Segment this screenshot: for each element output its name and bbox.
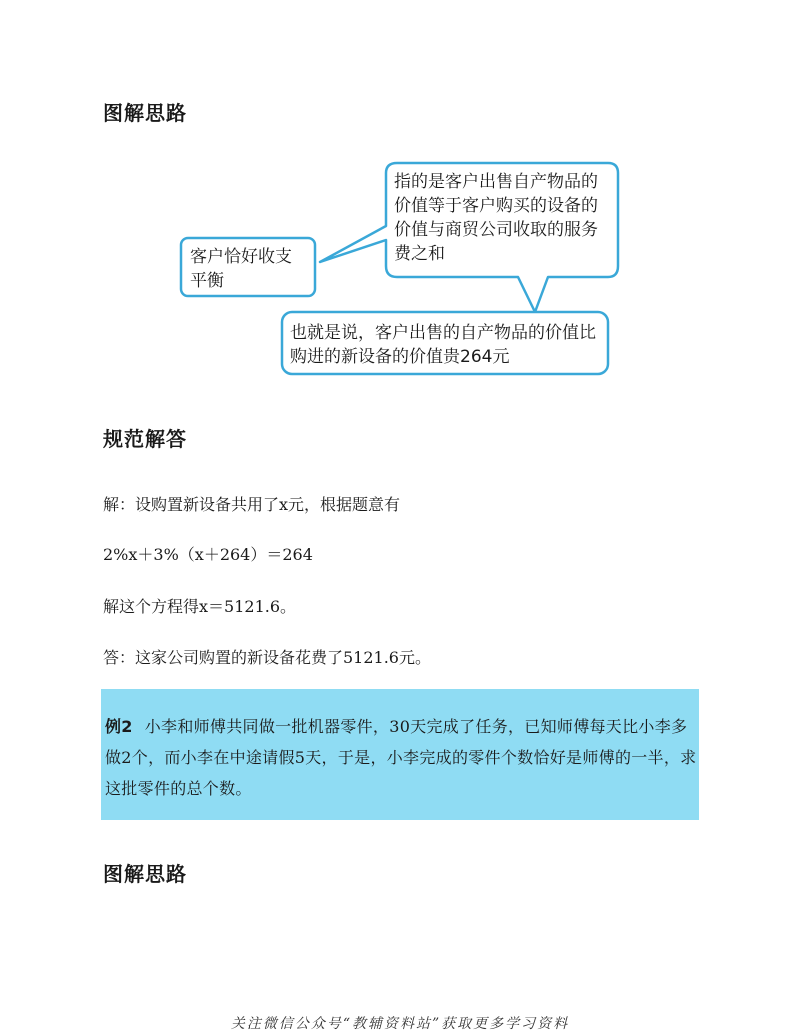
section-heading-diagram: 图解思路 <box>103 101 187 125</box>
example-box <box>101 689 699 820</box>
section-heading-solution: 规范解答 <box>103 427 187 451</box>
example-label: 例2 <box>105 717 133 736</box>
example-paragraph <box>105 711 697 804</box>
footer-note: 关注微信公众号“教辅资料站”获取更多学习资料 <box>230 1016 570 1032</box>
solution-line-answer: 答：这家公司购置的新设备花费了5121.6元。 <box>103 648 431 667</box>
bubble-left-text: 客户恰好收支平衡 <box>190 247 292 291</box>
section-heading-diagram-2: 图解思路 <box>103 862 187 886</box>
solution-line-equation: 2%x＋3%（x＋264）＝264 <box>103 545 313 564</box>
solution-line-setup: 解：设购置新设备共用了x元，根据题意有 <box>103 495 401 514</box>
bubble-top-text: 指的是客户出售自产物品的价值等于客户购买的设备的价值与商贸公司收取的服务费之和 <box>394 172 598 264</box>
example-text: 小李和师傅共同做一批机器零件，30天完成了任务，已知师傅每天比小李多做2个，而小李在中途请假5天，于是，小李完成的零件个数恰好是师傅的一半，求这批零件的总个数。 <box>105 717 697 798</box>
bubble-bottom-text: 也就是说，客户出售的自产物品的价值比购进的新设备的价值贵264元 <box>290 323 596 367</box>
solution-line-result: 解这个方程得x＝5121.6。 <box>103 597 297 616</box>
